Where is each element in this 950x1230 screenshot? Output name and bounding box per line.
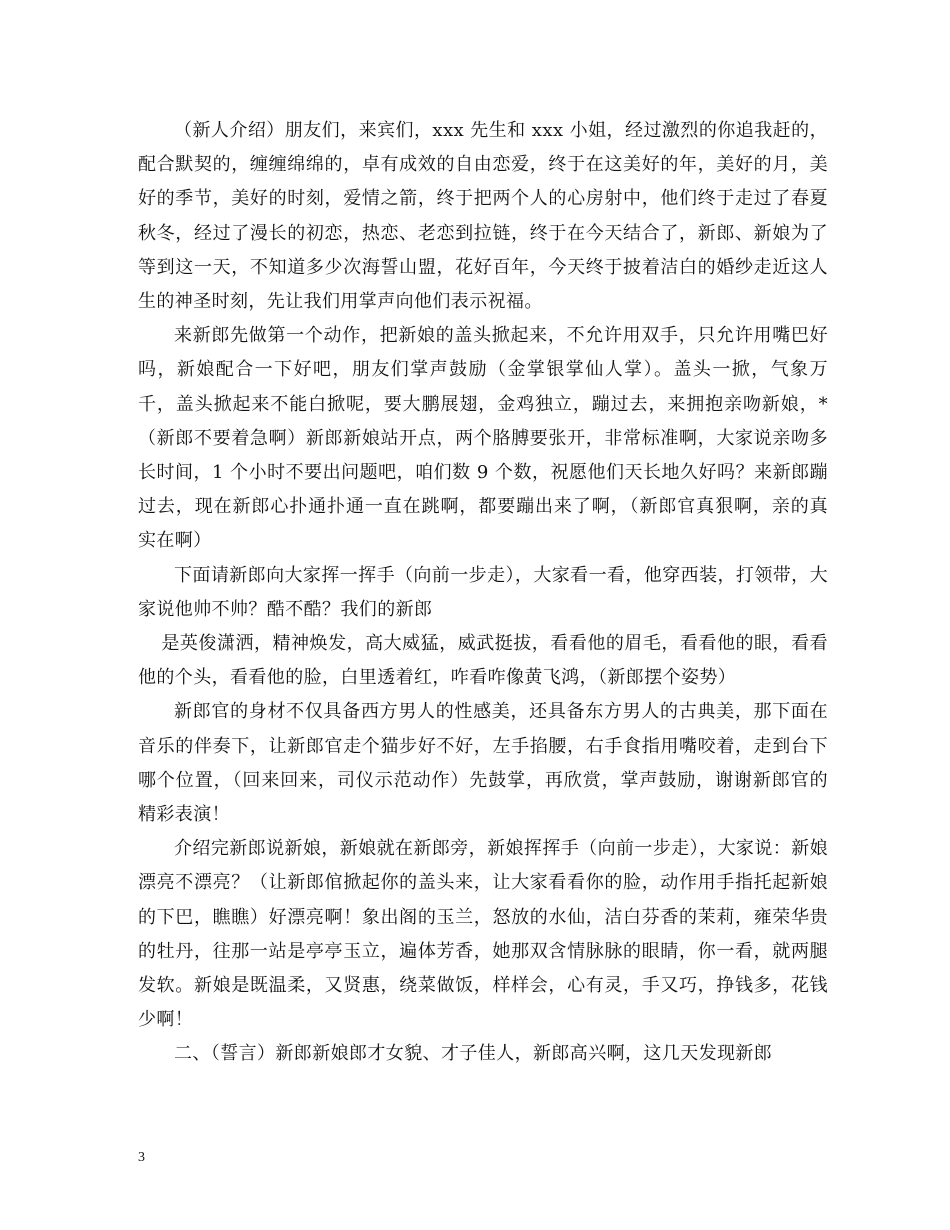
paragraph-bride: 介绍完新郎说新娘，新娘就在新郎旁，新娘挥挥手（向前一步走），大家说：新娘漂亮不漂亮？（让新郎倌掀起你的盖头来，让大家看看你的脸，动作用手指托起新娘的下巴，瞧瞧）好漂亮啊！象出阁的玉兰，怒放的水仙，洁白芬香的茉莉，雍荣华贵的牡丹，往那一站是亭亭玉立，遍体芳香，她那双含情脉脉的眼睛，你一看，就两腿发软。新娘是既温柔，又贤惠，绕菜做饭，样样会，心有灵，手又巧，挣钱多，花钱少啊！ — [138, 838, 828, 1031]
document-body — [138, 114, 828, 1072]
page-number: 3 — [138, 1150, 145, 1165]
paragraph-handsome: 是英俊潇洒，精神焕发，高大威猛，威武挺拔，看看他的眉毛，看看他的眼，看看他的个头，看看他的脸，白里透着红，咋看咋像黄飞鸿，（新郎摆个姿势） — [138, 633, 828, 689]
paragraph-wave: 下面请新郎向大家挥一挥手（向前一步走），大家看一看，他穿西装，打领带，大家说他帅不帅？酷不酷？我们的新郎 — [138, 564, 828, 620]
paragraph-veil: 来新郎先做第一个动作，把新娘的盖头掀起来，不允许用双手，只允许用嘴巴好吗，新娘配合一下好吧，朋友们掌声鼓励（金掌银掌仙人掌）。盖头一掀，气象万千，盖头掀起来不能白掀呢，要大鹏展翅，金鸡独立，蹦过去，来拥抱亲吻新娘，*（新郎不要着急啊）新郎新娘站开点，两个胳膊要张开，非常标准啊，大家说亲吻多长时间，1 个小时不要出问题吧，咱们数 9 个数，祝愿他们天长地久好吗？来新郎蹦过去，现在新郎心扑通扑通一直在跳啊，都要蹦出来了啊，（新郎官真狠啊，亲的真实在啊） — [138, 325, 828, 552]
paragraph-intro: （新人介绍）朋友们，来宾们，xxx 先生和 xxx 小姐，经过激烈的你追我赶的，配合默契的，缠缠绵绵的，卓有成效的自由恋爱，终于在这美好的年，美好的月，美好的季节，美好的时刻，爱情之箭，终于把两个人的心房射中，他们终于走过了春夏秋冬，经过了漫长的初恋，热恋、老恋到拉链，终于在今天结合了，新郎、新娘为了等到这一天，不知道多少次海誓山盟，花好百年，今天终于披着洁白的婚纱走近这人生的神圣时刻，先让我们用掌声向他们表示祝福。 — [138, 120, 828, 313]
paragraph-vows: 二、（誓言）新郎新娘郎才女貌、才子佳人，新郎高兴啊，这几天发现新郎 — [174, 1043, 773, 1065]
paragraph-catwalk: 新郎官的身材不仅具备西方男人的性感美，还具备东方男人的古典美，那下面在音乐的伴奏下，让新郎官走个猫步好不好，左手掐腰，右手食指用嘴咬着，走到台下哪个位置，（回来回来，司仪示范动作）先鼓掌，再欣赏，掌声鼓励，谢谢新郎官的精彩表演！ — [138, 701, 828, 826]
